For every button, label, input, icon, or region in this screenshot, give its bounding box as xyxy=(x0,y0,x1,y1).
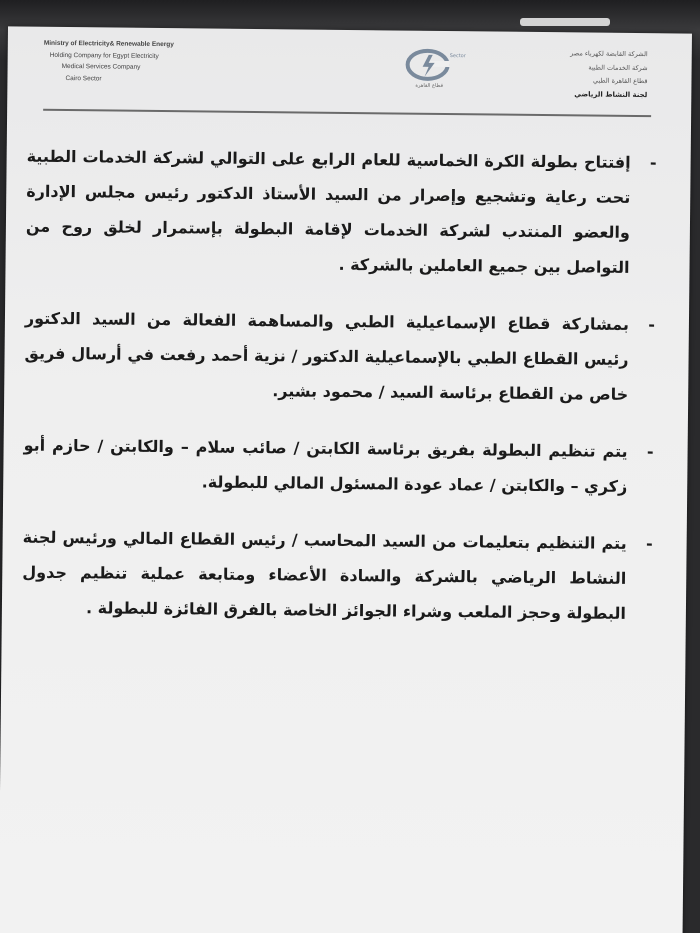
ministry-line: Ministry of Electricity& Renewable Energy xyxy=(43,39,174,49)
document-page xyxy=(0,26,692,933)
bullet-dash: - xyxy=(649,153,657,173)
holding-company-line: Holding Company for Egypt Electricity xyxy=(49,51,159,60)
logo-word: Sector xyxy=(449,53,466,60)
paragraph-text: بمشاركة قطاع الإسماعيلية الطبي والمساهمة الفعالة من السيد الدكتور رئيس القطاع الطبي بالإسماعيلية الدكتور / نزية أحمد رفعت في أرسال فريق خاص من القطاع برئاسة السيد / محمود بشير. xyxy=(24,308,630,404)
paragraph-text: يتم تنظيم البطولة بفريق برئاسة الكابتن / صائب سلام – والكابتن / حازم أبو زكري – والكابتن / عماد عودة المسئول المالي للبطولة. xyxy=(23,435,628,496)
bullet-dash: - xyxy=(646,442,654,462)
document-body xyxy=(22,139,661,654)
paper-edge-mark xyxy=(520,18,610,26)
paragraph-instructions xyxy=(22,520,657,632)
paragraph-ismailia xyxy=(24,301,659,413)
letterhead-arabic xyxy=(467,49,648,105)
company-arabic: شركة الخدمات الطبية xyxy=(588,62,648,72)
bullet-dash: - xyxy=(648,315,656,335)
company-line: Medical Services Company xyxy=(61,62,141,71)
paragraph-text: إفتتاح بطولة الكرة الخماسية للعام الرابع على التوالي لشركة الخدمات الطبية تحت رعاية وتشجيع وإصرار من السيد الأستاذ الدكتور رئيس مجلس الإدارة والعضو المنتدب لشركة الخدمات لإقامة البطولة بإستمرار لخلق روح من التواصل بين جميع العاملين بالشركة . xyxy=(25,146,631,277)
logo-caption: قطاع القاهرة xyxy=(415,82,444,89)
paragraph-opening xyxy=(25,139,660,286)
holding-company-arabic: الشركة القابضة لكهرباء مصر xyxy=(570,49,648,59)
letterhead-english xyxy=(43,41,223,89)
committee-name: لجنة النشاط الرياضي xyxy=(574,89,648,99)
sector-arabic: قطاع القاهرة الطبي xyxy=(593,76,648,86)
paragraph-text: يتم التنظيم بتعليمات من السيد المحاسب / رئيس القطاع المالي ورئيس لجنة النشاط الرياضي بالشركة والسادة الأعضاء ومتابعة عملية تنظيم جدول البطولة وحجز الملعب وشراء الجوائز الخاصة بالفرق الفائزة للبطولة . xyxy=(22,527,627,623)
bullet-dash: - xyxy=(645,534,653,554)
sector-line: Cairo Sector xyxy=(65,74,102,82)
paragraph-organizers xyxy=(23,428,658,505)
header-divider xyxy=(43,109,651,117)
